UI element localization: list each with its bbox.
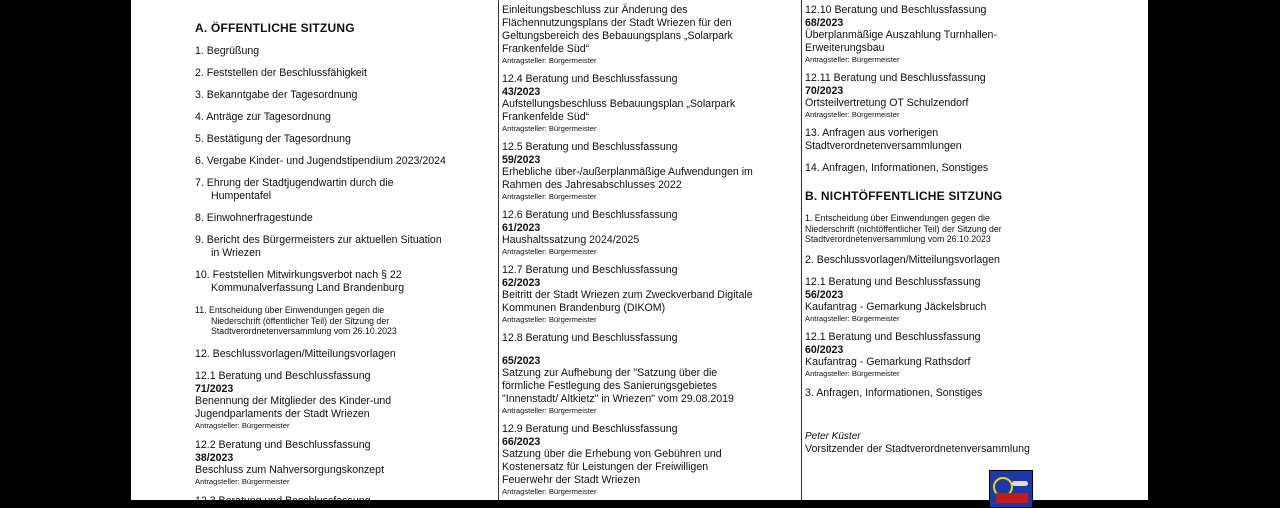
- agenda-item: 3. Bekanntgabe der Tagesordnung: [195, 89, 358, 101]
- motion-number: 66/2023: [502, 436, 541, 448]
- fish-emblem: [1012, 481, 1028, 486]
- motion-text: Benennung der Mitglieder des Kinder-und: [195, 394, 392, 407]
- signer-role: Vorsitzender der Stadtverordnetenversammlung: [805, 442, 1030, 455]
- motion-title: 12.7 Beratung und Beschlussfassung: [502, 264, 678, 276]
- agenda-item-cont: Humpentafel: [211, 190, 272, 202]
- motion-applicant: Antragsteller: Bürgermeister: [502, 406, 597, 415]
- motion-text: Beitritt der Stadt Wriezen zum Zweckverband Digitale: [502, 289, 753, 301]
- motion-text: Kaufantrag - Gemarkung Jäckelsbruch: [805, 300, 987, 313]
- agenda-item: 13. Anfragen aus vorherigen: [805, 127, 939, 139]
- motion-applicant: Antragsteller: Bürgermeister: [805, 55, 900, 64]
- motion-text: Frankenfelde Süd“: [502, 111, 590, 123]
- city-coat-of-arms: [989, 470, 1033, 508]
- motion-title: 12.8 Beratung und Beschlussfassung: [502, 332, 678, 344]
- motion-number: 70/2023: [805, 85, 844, 97]
- agenda-item: 4. Anträge zur Tagesordnung: [195, 111, 331, 123]
- motion-applicant: Antragsteller: Bürgermeister: [502, 124, 597, 133]
- motion-text: Satzung zur Aufhebung der "Satzung über die: [502, 367, 718, 379]
- motion-applicant: Antragsteller: Bürgermeister: [195, 420, 290, 430]
- document-page: [131, 0, 1148, 507]
- agenda-item-cont: in Wriezen: [211, 247, 261, 259]
- agenda-item: 12. Beschlussvorlagen/Mitteilungsvorlagen: [195, 347, 396, 360]
- motion-number: 60/2023: [805, 343, 844, 356]
- motion-number: 71/2023: [195, 382, 234, 395]
- motion-applicant: Antragsteller: Bürgermeister: [805, 110, 900, 119]
- motion-title: 12.1 Beratung und Beschlussfassung: [805, 330, 981, 343]
- motion-title: 12.3 Beratung und Beschlussfassung: [195, 494, 371, 507]
- agenda-item: 10. Feststellen Mitwirkungsverbot nach § 22: [195, 269, 402, 281]
- motion-text: Kostenersatz für Leistungen der Freiwilligen: [502, 461, 709, 473]
- motion-text: Feuerwehr der Stadt Wriezen: [502, 474, 641, 486]
- motion-title: 12.9 Beratung und Beschlussfassung: [502, 423, 678, 435]
- motion-number: 62/2023: [502, 277, 541, 289]
- motion-text: Haushaltssatzung 2024/2025: [502, 234, 640, 246]
- motion-text: Beschluss zum Nahversorgungskonzept: [195, 463, 385, 476]
- column-2: [498, 0, 800, 500]
- motion-applicant: Antragsteller: Bürgermeister: [502, 487, 597, 496]
- red-band: [996, 493, 1028, 503]
- agenda-item: 8. Einwohnerfragestunde: [195, 212, 313, 224]
- motion-text: Einleitungsbeschluss zur Änderung des: [502, 4, 688, 16]
- motion-applicant: Antragsteller: Bürgermeister: [502, 56, 597, 65]
- motion-text: Rahmen des Jahresabschlusses 2022: [502, 179, 682, 191]
- motion-text: Überplanmäßige Auszahlung Turnhallen-: [805, 29, 997, 41]
- motion-text: Aufstellungsbeschluss Bebauungsplan „Solarpark: [502, 98, 736, 110]
- agenda-item: 11. Entscheidung über Einwendungen gegen die: [195, 305, 385, 315]
- agenda-item: 9. Bericht des Bürgermeisters zur aktuellen Situation: [195, 234, 442, 246]
- section-heading-nonpublic: B. NICHTÖFFENTLICHE SITZUNG: [805, 189, 1003, 203]
- motion-applicant: Antragsteller: Bürgermeister: [502, 192, 597, 201]
- motion-applicant: Antragsteller: Bürgermeister: [805, 368, 900, 378]
- motion-number: 59/2023: [502, 154, 541, 166]
- motion-applicant: Antragsteller: Bürgermeister: [805, 313, 900, 323]
- motion-title: 12.1 Beratung und Beschlussfassung: [195, 369, 371, 382]
- motion-applicant: Antragsteller: Bürgermeister: [195, 476, 290, 486]
- agenda-item: 2. Feststellen der Beschlussfähigkeit: [195, 67, 367, 79]
- motion-title: 12.5 Beratung und Beschlussfassung: [502, 141, 678, 153]
- agenda-item: 1. Entscheidung über Einwendungen gegen die: [805, 213, 990, 223]
- motion-text: Ortsteilvertretung OT Schulzendorf: [805, 97, 969, 109]
- motion-title: 12.1 Beratung und Beschlussfassung: [805, 275, 981, 288]
- motion-text: Satzung über die Erhebung von Gebühren und: [502, 448, 722, 460]
- motion-text: Erhebliche über-/außerplanmäßige Aufwendungen im: [502, 166, 753, 178]
- motion-text: Geltungsbereich des Bebauungsplans „Solarpark: [502, 30, 733, 42]
- motion-number: 65/2023: [502, 355, 541, 367]
- agenda-item-cont: Kommunalverfassung Land Brandenburg: [211, 282, 405, 294]
- agenda-item-cont: Niederschrift (öffentlicher Teil) der Sitzung der: [211, 315, 390, 326]
- motion-text: Kaufantrag - Gemarkung Rathsdorf: [805, 355, 971, 368]
- agenda-item-cont: Stadtverordnetenversammlung vom 26.10.2023: [805, 234, 991, 244]
- motion-number: 61/2023: [502, 222, 541, 234]
- agenda-item: 1. Begrüßung: [195, 45, 260, 57]
- motion-number: 38/2023: [195, 451, 234, 464]
- motion-text: förmliche Festlegung des Sanierungsgebietes: [502, 380, 717, 392]
- motion-number: 56/2023: [805, 288, 844, 301]
- motion-number: 68/2023: [805, 17, 844, 29]
- column-1: [195, 0, 495, 507]
- agenda-item: 6. Vergabe Kinder- und Jugendstipendium 2023/2024: [195, 155, 446, 167]
- motion-title: 12.2 Beratung und Beschlussfassung: [195, 438, 371, 451]
- column-3: [801, 0, 1101, 500]
- motion-title: 12.10 Beratung und Beschlussfassung: [805, 4, 987, 16]
- section-heading-public: A. ÖFFENTLICHE SITZUNG: [195, 21, 355, 35]
- agenda-item: 7. Ehrung der Stadtjugendwartin durch die: [195, 177, 394, 189]
- motion-title: 12.11 Beratung und Beschlussfassung: [805, 72, 986, 84]
- signer-name: Peter Küster: [805, 430, 861, 442]
- agenda-item: 3. Anfragen, Informationen, Sonstiges: [805, 386, 983, 399]
- agenda-item-cont: Stadtverordnetenversammlung vom 26.10.2023: [211, 326, 397, 336]
- agenda-item: 2. Beschlussvorlagen/Mitteilungsvorlagen: [805, 253, 1000, 266]
- motion-number: 43/2023: [502, 86, 541, 98]
- motion-text: "Innenstadt/ Altkietz" in Wriezen" vom 29.08.2019: [502, 393, 734, 405]
- motion-text: Erweiterungsbau: [805, 42, 885, 54]
- motion-text: Jugendparlaments der Stadt Wriezen: [195, 407, 370, 420]
- motion-applicant: Antragsteller: Bürgermeister: [502, 315, 597, 324]
- motion-text: Flächennutzungsplans der Stadt Wriezen für den: [502, 17, 732, 29]
- agenda-item: 5. Bestätigung der Tagesordnung: [195, 133, 351, 145]
- motion-title: 12.4 Beratung und Beschlussfassung: [502, 73, 678, 85]
- agenda-item: 14. Anfragen, Informationen, Sonstiges: [805, 162, 989, 174]
- motion-applicant: Antragsteller: Bürgermeister: [502, 247, 597, 256]
- agenda-item-cont: Niederschrift (nichtöffentlicher Teil) der Sitzung der: [805, 223, 1002, 234]
- motion-title: 12.6 Beratung und Beschlussfassung: [502, 209, 678, 221]
- motion-text: Kommunen Brandenburg (DIKOM): [502, 302, 666, 314]
- motion-text: Frankenfelde Süd“: [502, 43, 590, 55]
- agenda-item-cont: Stadtverordnetenversammlungen: [805, 140, 962, 152]
